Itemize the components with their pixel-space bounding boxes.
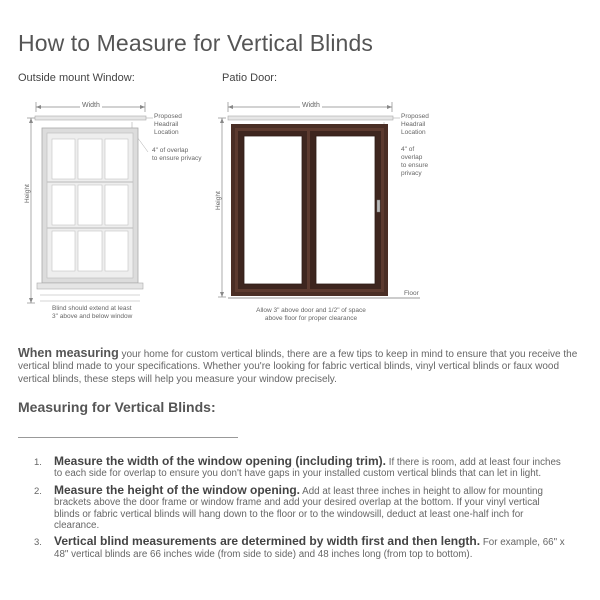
step-item [36,536,566,560]
steps-list [36,456,566,565]
window-height-label: Height [24,184,31,203]
step-text: If there is room, add at least four inches to each side for overlap to ensure you don't have gaps in your installed custom vertical blinds that can let in light. [54,457,561,480]
door-bottom-note: Allow 3" above door and 1/2" of space above floor for proper clearance [256,307,366,323]
step-heading: Measure the width of the window opening (including trim). [54,454,386,468]
step-number: 2. [34,485,42,497]
door-headrail-note: Proposed Headrail Location [401,113,429,137]
window-overlap-note: 4" of overlap to ensure privacy [152,147,202,163]
door-overlap-note: 4" of overlap to ensure privacy [401,146,429,178]
intro-lead: When measuring [18,346,119,360]
window-headrail-note: Proposed Headrail Location [154,113,182,137]
door-height-label: Height [215,191,222,210]
step-text: Add at least three inches in height to allow for mounting brackets above the door frame or window frame and add your desired overlap at the bottom. If your vinyl vertical blinds or fabric vertical blinds will hang down to the floor or to the windowsill, deduct at least one-half inch for clearance. [54,485,543,532]
step-text: For example, 66" x 48" vertical blinds are 66 inches wide (from side to side) and 48 inches long (from top to bottom). [54,537,565,560]
section-heading: Measuring for Vertical Blinds: [18,399,216,415]
page-title: How to Measure for Vertical Blinds [18,30,373,56]
door-diagram-heading: Patio Door: [222,72,278,84]
step-heading: Measure the height of the window opening. [54,482,300,497]
step-item [34,482,566,532]
section-divider [18,437,238,438]
step-heading: Vertical blind measurements are determined by width first and then length. [54,534,481,549]
intro-paragraph [18,347,584,386]
step-number: 3. [34,537,42,549]
door-right-glass [316,136,375,284]
window-diagram-heading: Outside mount Window: [18,72,135,84]
door-left-glass [244,136,302,284]
door-handle [377,200,380,212]
step-item [36,456,566,480]
door-width-label: Width [302,102,320,109]
intro-text: your home for custom vertical blinds, there are a few tips to keep in mind to ensure that you receive the vertical blind made to your specifications. Whether you're looking for fabric vertical blinds, vinyl vertical blinds or faux wood vertical blinds, these steps will help you measure your window precisely. [18,349,578,385]
step-number: 1. [34,457,42,468]
window-bottom-note: Blind should extend at least 3" above and below window [52,305,133,321]
window-width-label: Width [82,102,100,109]
floor-label: Floor [404,290,419,297]
door-headrail [228,116,393,120]
